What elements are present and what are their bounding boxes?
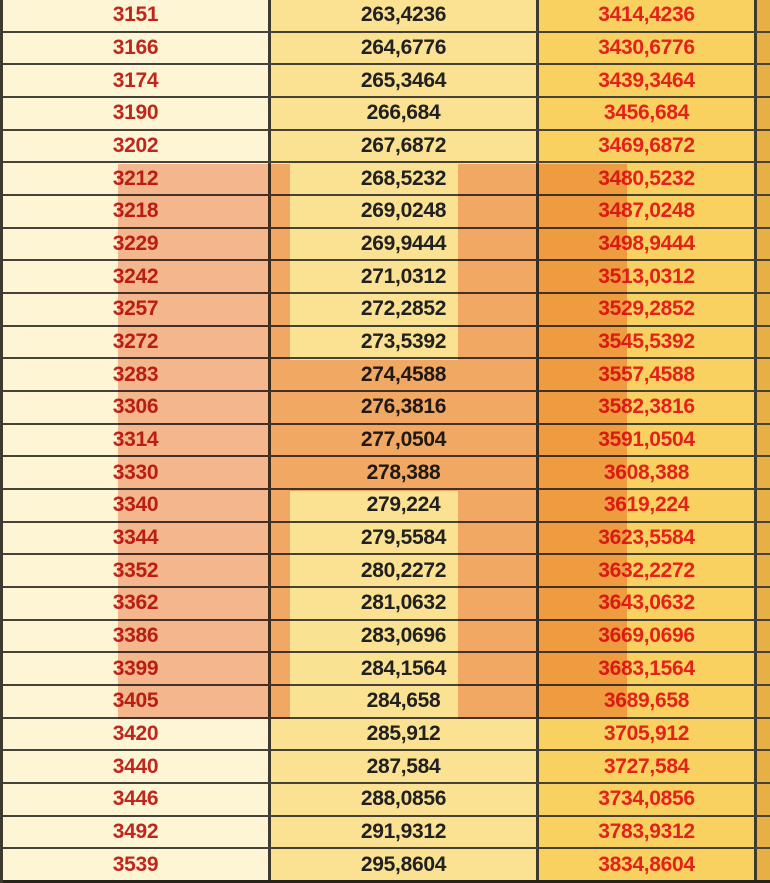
cell-col1[interactable]: 3229 (3, 229, 271, 260)
edge-strip (757, 555, 770, 586)
cell-col1[interactable]: 3190 (3, 98, 271, 129)
table-row (3, 65, 770, 98)
cell-col1[interactable]: 3340 (3, 490, 271, 521)
table-row (3, 0, 770, 33)
table-row (3, 523, 770, 556)
cell-col1[interactable]: 3314 (3, 425, 271, 456)
cell-col3[interactable]: 3734,0856 (539, 784, 757, 815)
edge-strip (757, 327, 770, 358)
cell-col2[interactable]: 263,4236 (271, 0, 539, 31)
cell-col2[interactable]: 279,5584 (271, 523, 539, 554)
cell-col2[interactable]: 291,9312 (271, 817, 539, 848)
cell-col1[interactable]: 3399 (3, 653, 271, 684)
cell-col1[interactable]: 3242 (3, 261, 271, 292)
table-row (3, 425, 770, 458)
cell-col2[interactable]: 266,684 (271, 98, 539, 129)
table-row (3, 817, 770, 850)
cell-col2[interactable]: 267,6872 (271, 131, 539, 162)
cell-col3[interactable]: 3705,912 (539, 719, 757, 750)
cell-col2[interactable]: 279,224 (271, 490, 539, 521)
table-row (3, 131, 770, 164)
cell-col1[interactable]: 3283 (3, 359, 271, 390)
cell-col3[interactable]: 3619,224 (539, 490, 757, 521)
edge-strip (757, 457, 770, 488)
table-row (3, 588, 770, 621)
table-row (3, 196, 770, 229)
edge-strip (757, 33, 770, 64)
cell-col2[interactable]: 281,0632 (271, 588, 539, 619)
cell-col1[interactable]: 3166 (3, 33, 271, 64)
edge-strip (757, 425, 770, 456)
cell-col2[interactable]: 295,8604 (271, 849, 539, 880)
cell-col1[interactable]: 3151 (3, 0, 271, 31)
cell-col3[interactable]: 3469,6872 (539, 131, 757, 162)
edge-strip (757, 294, 770, 325)
edge-strip (757, 65, 770, 96)
cell-col3[interactable]: 3669,0696 (539, 621, 757, 652)
table-row (3, 33, 770, 66)
cell-col3[interactable]: 3727,584 (539, 751, 757, 782)
cell-col3[interactable]: 3557,4588 (539, 359, 757, 390)
cell-col2[interactable]: 273,5392 (271, 327, 539, 358)
cell-col3[interactable]: 3430,6776 (539, 33, 757, 64)
cell-col1[interactable]: 3272 (3, 327, 271, 358)
edge-strip (757, 588, 770, 619)
cell-col2[interactable]: 278,388 (271, 457, 539, 488)
cell-col2[interactable]: 283,0696 (271, 621, 539, 652)
cell-col1[interactable]: 3440 (3, 751, 271, 782)
cell-col1[interactable]: 3330 (3, 457, 271, 488)
cell-col2[interactable]: 268,5232 (271, 163, 539, 194)
cell-col2[interactable]: 271,0312 (271, 261, 539, 292)
cell-col1[interactable]: 3212 (3, 163, 271, 194)
cell-col2[interactable]: 285,912 (271, 719, 539, 750)
cell-col3[interactable]: 3456,684 (539, 98, 757, 129)
edge-strip (757, 98, 770, 129)
cell-col1[interactable]: 3446 (3, 784, 271, 815)
table-row (3, 457, 770, 490)
cell-col3[interactable]: 3487,0248 (539, 196, 757, 227)
cell-col3[interactable]: 3545,5392 (539, 327, 757, 358)
table-row (3, 229, 770, 262)
table-row (3, 327, 770, 360)
table-row (3, 490, 770, 523)
edge-strip (757, 490, 770, 521)
edge-strip (757, 163, 770, 194)
cell-col1[interactable]: 3202 (3, 131, 271, 162)
table-row (3, 98, 770, 131)
cell-col3[interactable]: 3529,2852 (539, 294, 757, 325)
table-row (3, 621, 770, 654)
edge-strip (757, 523, 770, 554)
table-row (3, 719, 770, 752)
edge-strip (757, 849, 770, 880)
cell-col1[interactable]: 3405 (3, 686, 271, 717)
cell-col3[interactable]: 3582,3816 (539, 392, 757, 423)
edge-strip (757, 229, 770, 260)
cell-col1[interactable]: 3344 (3, 523, 271, 554)
edge-strip (757, 719, 770, 750)
cell-col3[interactable]: 3783,9312 (539, 817, 757, 848)
cell-col2[interactable]: 272,2852 (271, 294, 539, 325)
cell-col2[interactable]: 276,3816 (271, 392, 539, 423)
edge-strip (757, 0, 770, 31)
cell-col3[interactable]: 3689,658 (539, 686, 757, 717)
table-row (3, 555, 770, 588)
table-row (3, 751, 770, 784)
cell-col2[interactable]: 284,1564 (271, 653, 539, 684)
edge-strip (757, 653, 770, 684)
cell-col2[interactable]: 269,9444 (271, 229, 539, 260)
cell-col1[interactable]: 3386 (3, 621, 271, 652)
cell-col2[interactable]: 288,0856 (271, 784, 539, 815)
cell-col2[interactable]: 264,6776 (271, 33, 539, 64)
table-row (3, 686, 770, 719)
table-row (3, 784, 770, 817)
cell-col1[interactable]: 3492 (3, 817, 271, 848)
cell-col2[interactable]: 277,0504 (271, 425, 539, 456)
cell-col3[interactable]: 3608,388 (539, 457, 757, 488)
cell-col3[interactable]: 3439,3464 (539, 65, 757, 96)
cell-col1[interactable]: 3218 (3, 196, 271, 227)
cell-col2[interactable]: 274,4588 (271, 359, 539, 390)
table-row (3, 359, 770, 392)
cell-col3[interactable]: 3632,2272 (539, 555, 757, 586)
table-row (3, 261, 770, 294)
cell-col1[interactable]: 3257 (3, 294, 271, 325)
cell-col1[interactable]: 3174 (3, 65, 271, 96)
edge-strip (757, 261, 770, 292)
table-row (3, 653, 770, 686)
edge-strip (757, 131, 770, 162)
cell-col1[interactable]: 3362 (3, 588, 271, 619)
cell-col3[interactable]: 3834,8604 (539, 849, 757, 880)
edge-strip (757, 196, 770, 227)
cell-col1[interactable]: 3420 (3, 719, 271, 750)
table-row (3, 392, 770, 425)
cell-col2[interactable]: 269,0248 (271, 196, 539, 227)
table-row (3, 849, 770, 883)
cell-col3[interactable]: 3480,5232 (539, 163, 757, 194)
cell-col1[interactable]: 3306 (3, 392, 271, 423)
cell-col1[interactable]: 3539 (3, 849, 271, 880)
cell-col2[interactable]: 265,3464 (271, 65, 539, 96)
table-row (3, 294, 770, 327)
cell-col3[interactable]: 3643,0632 (539, 588, 757, 619)
table-row (3, 163, 770, 196)
cell-col3[interactable]: 3498,9444 (539, 229, 757, 260)
cell-col3[interactable]: 3513,0312 (539, 261, 757, 292)
cell-col2[interactable]: 287,584 (271, 751, 539, 782)
cell-col2[interactable]: 280,2272 (271, 555, 539, 586)
edge-strip (757, 359, 770, 390)
edge-strip (757, 621, 770, 652)
cell-col3[interactable]: 3623,5584 (539, 523, 757, 554)
edge-strip (757, 392, 770, 423)
cell-col3[interactable]: 3591,0504 (539, 425, 757, 456)
edge-strip (757, 751, 770, 782)
cell-col1[interactable]: 3352 (3, 555, 271, 586)
cell-col2[interactable]: 284,658 (271, 686, 539, 717)
cell-col3[interactable]: 3683,1564 (539, 653, 757, 684)
edge-strip (757, 686, 770, 717)
edge-strip (757, 817, 770, 848)
edge-strip (757, 784, 770, 815)
cell-col3[interactable]: 3414,4236 (539, 0, 757, 31)
